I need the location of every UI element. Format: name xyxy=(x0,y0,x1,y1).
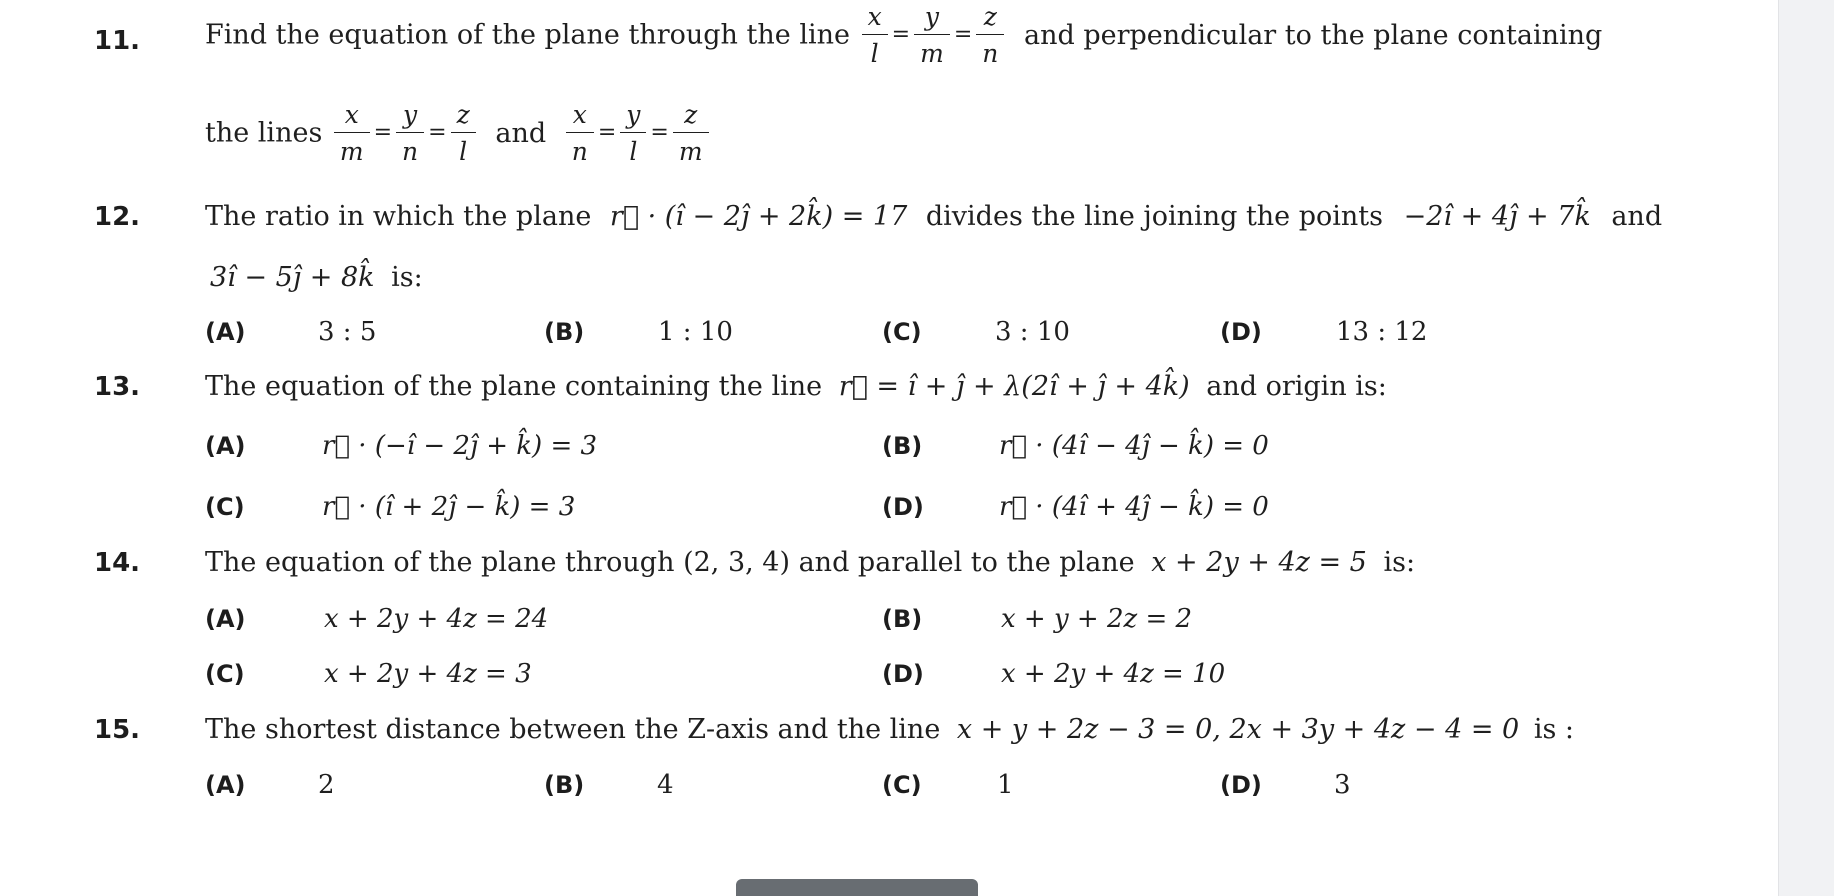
question-12-line-2 xyxy=(210,264,423,291)
question-12-point-1: −2î + 4ĵ + 7k̂ xyxy=(1403,201,1591,232)
question-15-is: is : xyxy=(1533,714,1574,745)
q15-option-c-label[interactable]: (C) xyxy=(882,771,922,799)
q11-line2-frac-3: $\frac{z}{m}$ xyxy=(673,102,709,164)
q12-option-d-label[interactable]: (D) xyxy=(1220,318,1262,346)
question-11-text-b: and perpendicular to the plane containing xyxy=(1023,19,1603,51)
question-11-number: 11. xyxy=(94,26,141,56)
q12-option-c-label[interactable]: (C) xyxy=(882,318,922,346)
q12-option-c-value[interactable]: 3 : 10 xyxy=(995,317,1070,347)
q12-option-b-value[interactable]: 1 : 10 xyxy=(658,317,733,347)
question-12-plane: r⃗ · (î − 2ĵ + 2k̂) = 17 xyxy=(609,201,908,232)
question-11-and: and xyxy=(495,117,547,149)
q13-option-c-value[interactable]: r⃗ · (î + 2ĵ − k̂) = 3 xyxy=(322,492,576,522)
question-14-text-a: The equation of the plane through (2, 3, 4) and parallel to the plane xyxy=(205,547,1135,578)
question-15-line-1 xyxy=(205,716,1574,743)
question-13-line-1 xyxy=(205,373,1387,400)
question-13-line: r⃗ = î + ĵ + λ(2î + ĵ + 4k̂) xyxy=(838,371,1190,402)
q11-frac-2: $\frac{y}{m}$ xyxy=(914,4,950,66)
q14-option-b-label[interactable]: (B) xyxy=(882,605,923,633)
question-13-number: 13. xyxy=(94,372,141,402)
q13-option-b-value[interactable]: r⃗ · (4î − 4ĵ − k̂) = 0 xyxy=(999,431,1269,461)
q11-line2-frac-2: $\frac{y}{l}$ xyxy=(620,102,646,164)
q11-line2-frac-1: $\frac{x}{n}$ xyxy=(566,102,594,164)
question-15-number: 15. xyxy=(94,715,141,745)
q14-option-d-value[interactable]: x + 2y + 4z = 10 xyxy=(1001,659,1226,689)
question-14-number: 14. xyxy=(94,548,141,578)
q15-option-d-label[interactable]: (D) xyxy=(1220,771,1262,799)
question-11-line-2: the lines $\frac{x}{m}$ = $\frac{y}{n}$ = $\frac{z}{l}$ and $\frac{x}{n}$ = $\frac{y}{l}$ = $\frac{z}{m}$ xyxy=(205,102,712,164)
question-11-text-c: the lines xyxy=(205,117,323,149)
q12-option-a-value[interactable]: 3 : 5 xyxy=(318,317,377,347)
q11-line1-frac-3: $\frac{z}{l}$ xyxy=(451,102,476,164)
question-14-line-1 xyxy=(205,549,1415,576)
question-13-text-b: and origin is: xyxy=(1206,371,1387,402)
q11-frac-3: $\frac{z}{n}$ xyxy=(976,4,1004,66)
question-12-point-2: 3î − 5ĵ + 8k̂ xyxy=(210,262,375,293)
q14-option-b-value[interactable]: x + y + 2z = 2 xyxy=(1001,604,1193,634)
q15-option-b-label[interactable]: (B) xyxy=(544,771,585,799)
q14-option-c-label[interactable]: (C) xyxy=(205,660,245,688)
question-12-number: 12. xyxy=(94,202,141,232)
bottom-toolbar-handle[interactable] xyxy=(736,879,978,896)
q11-frac-1: $\frac{x}{l}$ xyxy=(862,4,888,66)
q12-option-d-value[interactable]: 13 : 12 xyxy=(1336,317,1428,347)
question-11-line-1: Find the equation of the plane through the line $\frac{x}{l}$ = $\frac{y}{m}$ = $\frac{z}{n}$ and perpendicular to the plane containing xyxy=(205,2,1603,68)
q15-option-a-label[interactable]: (A) xyxy=(205,771,246,799)
question-12-text-b: divides the line joining the points xyxy=(925,201,1384,232)
question-14-is: is: xyxy=(1383,547,1416,578)
q13-option-b-label[interactable]: (B) xyxy=(882,432,923,460)
q15-option-b-value[interactable]: 4 xyxy=(657,770,674,800)
question-12-and: and xyxy=(1611,201,1663,232)
question-15-text-a: The shortest distance between the Z-axis and the line xyxy=(205,714,941,745)
question-13-text-a: The equation of the plane containing the line xyxy=(205,371,823,402)
q12-option-b-label[interactable]: (B) xyxy=(544,318,585,346)
q12-option-a-label[interactable]: (A) xyxy=(205,318,246,346)
q11-line1-frac-1: $\frac{x}{m}$ xyxy=(334,102,370,164)
q13-option-a-label[interactable]: (A) xyxy=(205,432,246,460)
vertical-scrollbar-track[interactable] xyxy=(1778,0,1834,896)
q14-option-d-label[interactable]: (D) xyxy=(882,660,924,688)
q15-option-a-value[interactable]: 2 xyxy=(318,770,335,800)
question-11-text-a: Find the equation of the plane through the line xyxy=(205,19,850,51)
question-12-is: is: xyxy=(391,262,423,293)
question-14-plane: x + 2y + 4z = 5 xyxy=(1151,547,1367,578)
q14-option-c-value[interactable]: x + 2y + 4z = 3 xyxy=(324,659,532,689)
q13-option-d-value[interactable]: r⃗ · (4î + 4ĵ − k̂) = 0 xyxy=(999,492,1269,522)
q15-option-d-value[interactable]: 3 xyxy=(1334,770,1351,800)
q13-option-d-label[interactable]: (D) xyxy=(882,493,924,521)
question-15-line: x + y + 2z − 3 = 0, 2x + 3y + 4z − 4 = 0 xyxy=(956,714,1520,745)
question-12-text-a: The ratio in which the plane xyxy=(205,201,592,232)
q13-option-a-value[interactable]: r⃗ · (−î − 2ĵ + k̂) = 3 xyxy=(322,431,598,461)
q14-option-a-label[interactable]: (A) xyxy=(205,605,246,633)
q14-option-a-value[interactable]: x + 2y + 4z = 24 xyxy=(324,604,549,634)
q15-option-c-value[interactable]: 1 xyxy=(997,770,1014,800)
q13-option-c-label[interactable]: (C) xyxy=(205,493,245,521)
question-12-line-1 xyxy=(205,203,1662,230)
q11-line1-frac-2: $\frac{y}{n}$ xyxy=(396,102,424,164)
